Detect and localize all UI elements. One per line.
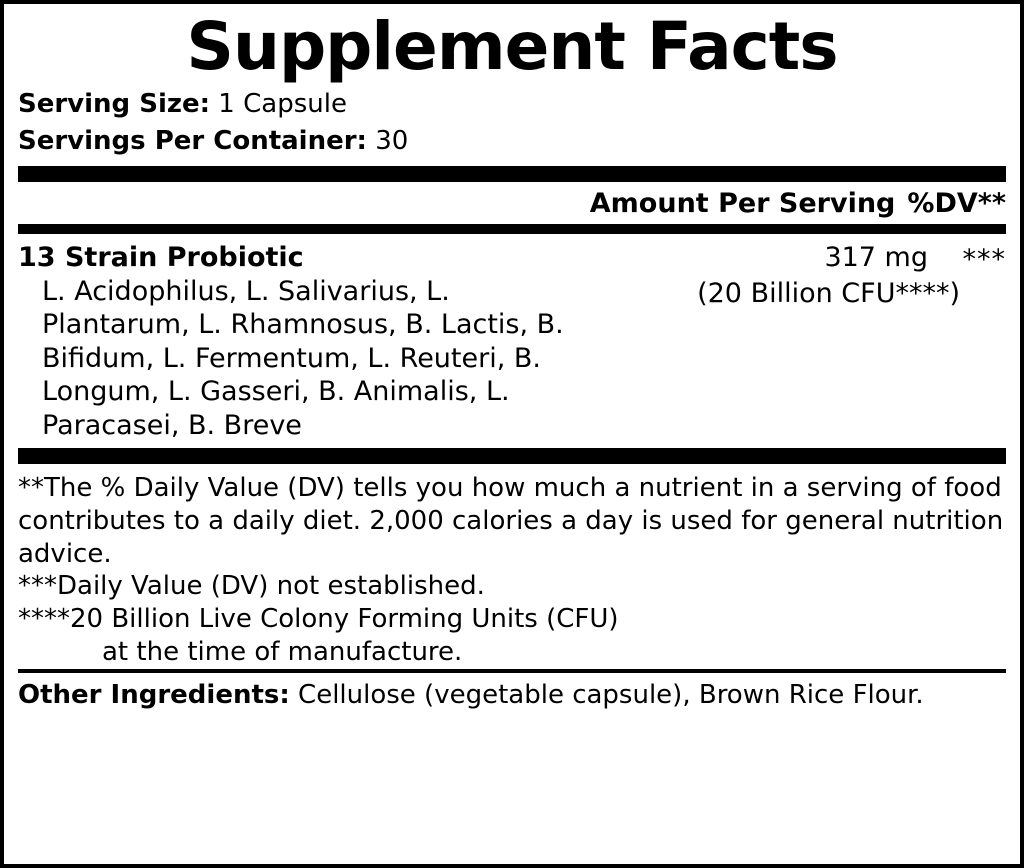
nutrient-row-probiotic <box>18 234 1006 442</box>
serving-size-label: Serving Size: <box>18 89 211 119</box>
amount-per-serving-header: Amount Per Serving <box>589 187 896 219</box>
footnote-dv-explanation: **The % Daily Value (DV) tells you how much a nutrient in a serving of food contributes to a daily diet. 2,000 calories a day is used for general nutrition advice. <box>18 473 1004 569</box>
column-header-row <box>18 182 1006 224</box>
divider-medium <box>18 224 1006 234</box>
nutrient-name: 13 Strain Probiotic <box>18 241 304 273</box>
servings-per-container-value: 30 <box>375 125 409 156</box>
divider-thick-bottom <box>18 448 1006 464</box>
other-ingredients-value: Cellulose (vegetable capsule), Brown Rice Flour. <box>298 679 924 710</box>
servings-per-container-row <box>18 123 1006 160</box>
nutrient-daily-value: *** <box>962 243 1006 275</box>
footnote-cfu-line1: ****20 Billion Live Colony Forming Units (CFU) <box>18 604 619 635</box>
divider-thick-top <box>18 166 1006 182</box>
panel-title: Supplement Facts <box>186 8 838 85</box>
servings-per-container-label: Servings Per Container: <box>18 125 367 156</box>
strain-list: L. Acidophilus, L. Salivarius, L. Plantarum, L. Rhamnosus, B. Lactis, B. Bifidum, L. Fermentum, L. Reuteri, B. Longum, L. Gasseri, B. Animalis, L. Paracasei, B. Breve <box>42 275 564 441</box>
serving-size-value: 1 Capsule <box>218 89 347 119</box>
footnote-dv-not-established: ***Daily Value (DV) not established. <box>18 571 485 602</box>
nutrient-amount: 317 mg <box>824 241 928 273</box>
other-ingredients-row <box>18 673 1006 712</box>
serving-size-row <box>18 86 1006 123</box>
footnotes <box>18 464 1006 669</box>
nutrient-cfu: (20 Billion CFU****) <box>697 277 960 309</box>
other-ingredients-label: Other Ingredients: <box>18 679 290 710</box>
footnote-cfu-line2: at the time of manufacture. <box>102 636 463 667</box>
daily-value-header: %DV** <box>907 187 1006 219</box>
footnote-cfu-line2-wrap <box>18 636 1006 669</box>
